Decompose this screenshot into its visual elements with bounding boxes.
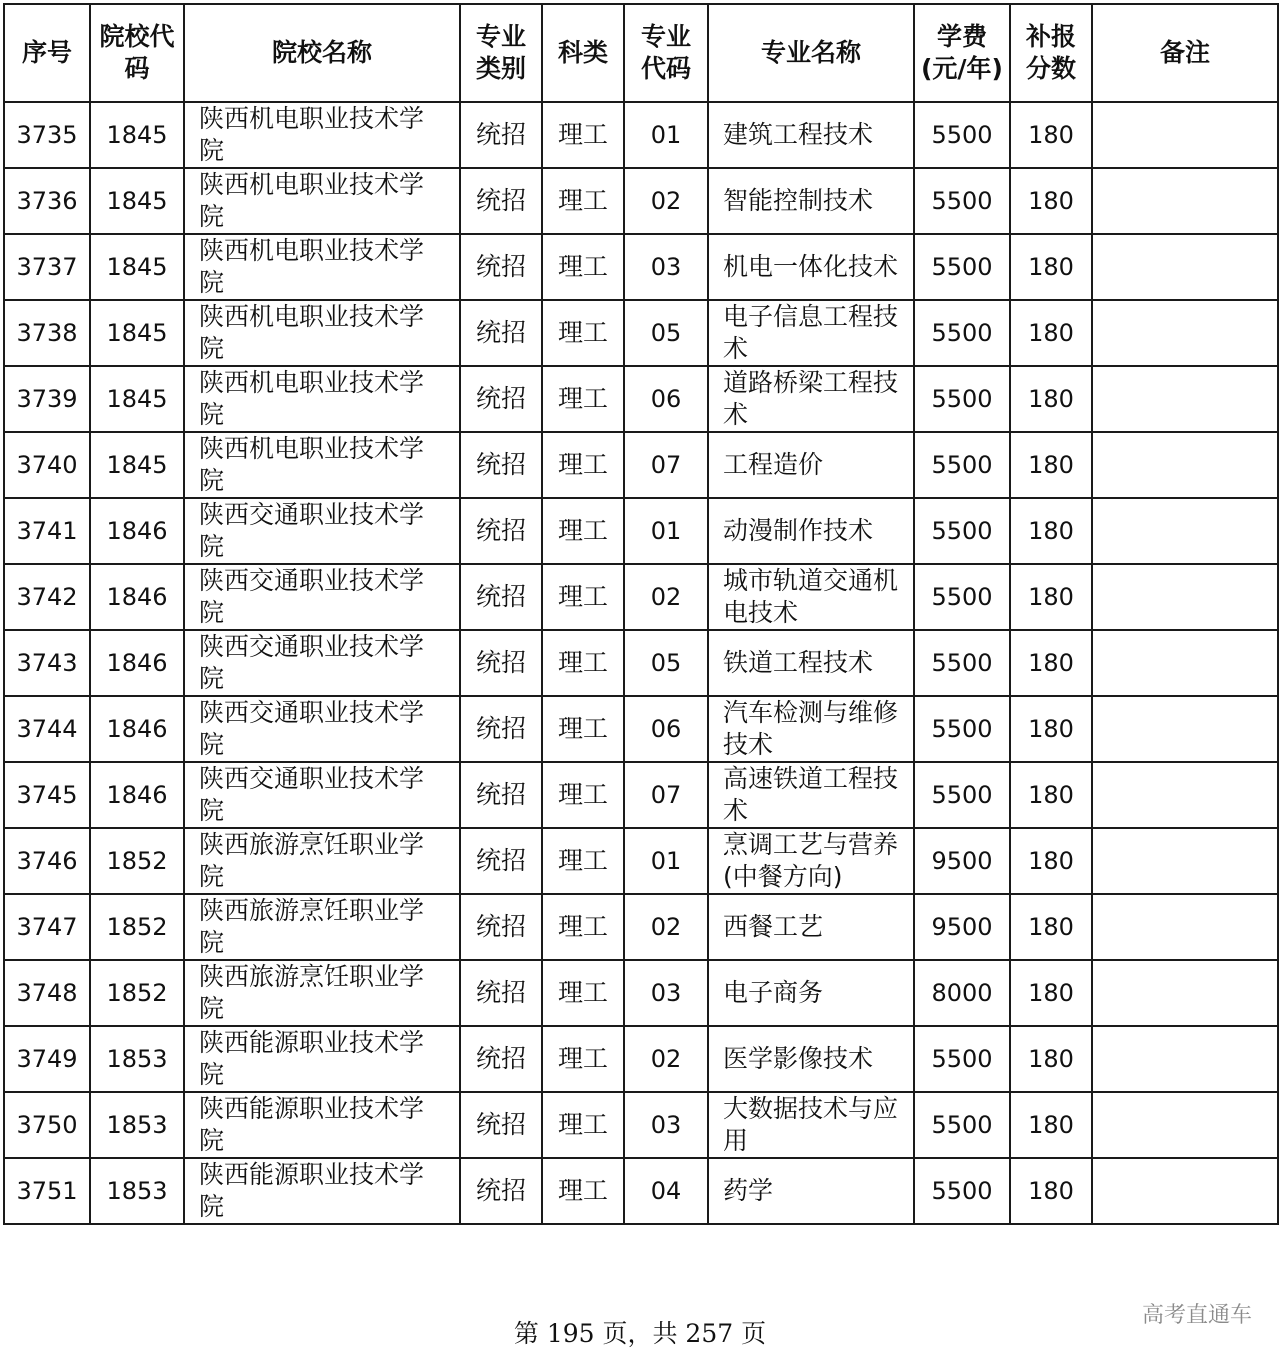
table-row [4, 168, 1278, 234]
cell-remark [1092, 234, 1278, 300]
cell-school-name: 陕西旅游烹饪职业学院 [184, 828, 460, 894]
cell-major-type: 统招 [460, 894, 542, 960]
cell-score: 180 [1010, 630, 1092, 696]
table-body [4, 102, 1278, 1224]
cell-major-type: 统招 [460, 696, 542, 762]
table-row [4, 102, 1278, 168]
header-major-type: 专业类别 [460, 4, 542, 102]
cell-school-code: 1846 [90, 630, 184, 696]
cell-seq: 3747 [4, 894, 90, 960]
cell-major-code: 02 [624, 564, 708, 630]
cell-tuition: 5500 [914, 564, 1010, 630]
cell-score: 180 [1010, 168, 1092, 234]
cell-major-code: 03 [624, 1092, 708, 1158]
cell-school-name: 陕西机电职业技术学院 [184, 432, 460, 498]
cell-tuition: 5500 [914, 1026, 1010, 1092]
cell-school-code: 1853 [90, 1158, 184, 1224]
cell-school-code: 1846 [90, 564, 184, 630]
cell-major-name: 医学影像技术 [708, 1026, 914, 1092]
cell-category: 理工 [542, 894, 624, 960]
cell-major-code: 03 [624, 234, 708, 300]
cell-seq: 3740 [4, 432, 90, 498]
table-row [4, 630, 1278, 696]
cell-category: 理工 [542, 234, 624, 300]
cell-major-name: 铁道工程技术 [708, 630, 914, 696]
table-row [4, 828, 1278, 894]
cell-school-name: 陕西机电职业技术学院 [184, 366, 460, 432]
cell-seq: 3743 [4, 630, 90, 696]
cell-major-type: 统招 [460, 960, 542, 1026]
cell-tuition: 9500 [914, 894, 1010, 960]
cell-remark [1092, 762, 1278, 828]
cell-major-code: 07 [624, 762, 708, 828]
cell-score: 180 [1010, 960, 1092, 1026]
cell-school-code: 1845 [90, 168, 184, 234]
cell-major-type: 统招 [460, 1158, 542, 1224]
cell-tuition: 5500 [914, 300, 1010, 366]
cell-major-name: 城市轨道交通机电技术 [708, 564, 914, 630]
table-row [4, 1026, 1278, 1092]
cell-school-name: 陕西交通职业技术学院 [184, 630, 460, 696]
admission-table-container [3, 3, 1279, 1225]
cell-major-name: 机电一体化技术 [708, 234, 914, 300]
cell-tuition: 5500 [914, 696, 1010, 762]
cell-school-code: 1846 [90, 498, 184, 564]
header-remark: 备注 [1092, 4, 1278, 102]
cell-score: 180 [1010, 1158, 1092, 1224]
cell-school-name: 陕西旅游烹饪职业学院 [184, 960, 460, 1026]
header-major-code: 专业代码 [624, 4, 708, 102]
cell-school-code: 1846 [90, 696, 184, 762]
header-tuition: 学费(元/年) [914, 4, 1010, 102]
cell-category: 理工 [542, 630, 624, 696]
cell-major-type: 统招 [460, 828, 542, 894]
table-row [4, 366, 1278, 432]
cell-tuition: 5500 [914, 168, 1010, 234]
cell-school-name: 陕西机电职业技术学院 [184, 168, 460, 234]
cell-category: 理工 [542, 828, 624, 894]
cell-remark [1092, 960, 1278, 1026]
table-row [4, 960, 1278, 1026]
cell-remark [1092, 696, 1278, 762]
cell-major-type: 统招 [460, 564, 542, 630]
cell-major-type: 统招 [460, 102, 542, 168]
cell-seq: 3739 [4, 366, 90, 432]
cell-school-code: 1852 [90, 828, 184, 894]
cell-category: 理工 [542, 102, 624, 168]
cell-school-code: 1846 [90, 762, 184, 828]
cell-major-type: 统招 [460, 300, 542, 366]
watermark-text: 高考直通车 [1141, 1303, 1252, 1328]
cell-tuition: 5500 [914, 762, 1010, 828]
header-major-name: 专业名称 [708, 4, 914, 102]
page-number-footer: 第 195 页，共 257 页 [513, 1319, 767, 1348]
cell-seq: 3745 [4, 762, 90, 828]
cell-major-name: 西餐工艺 [708, 894, 914, 960]
cell-school-name: 陕西机电职业技术学院 [184, 300, 460, 366]
cell-major-name: 动漫制作技术 [708, 498, 914, 564]
cell-major-code: 06 [624, 366, 708, 432]
cell-school-name: 陕西交通职业技术学院 [184, 498, 460, 564]
cell-seq: 3746 [4, 828, 90, 894]
cell-school-code: 1853 [90, 1092, 184, 1158]
cell-seq: 3735 [4, 102, 90, 168]
cell-major-name: 工程造价 [708, 432, 914, 498]
cell-major-code: 01 [624, 828, 708, 894]
cell-seq: 3750 [4, 1092, 90, 1158]
cell-remark [1092, 1092, 1278, 1158]
cell-category: 理工 [542, 762, 624, 828]
header-school-code: 院校代码 [90, 4, 184, 102]
cell-major-name: 智能控制技术 [708, 168, 914, 234]
cell-major-name: 大数据技术与应用 [708, 1092, 914, 1158]
cell-school-name: 陕西机电职业技术学院 [184, 234, 460, 300]
table-row [4, 1158, 1278, 1224]
header-school-name: 院校名称 [184, 4, 460, 102]
cell-school-code: 1845 [90, 102, 184, 168]
cell-category: 理工 [542, 366, 624, 432]
cell-remark [1092, 168, 1278, 234]
cell-score: 180 [1010, 696, 1092, 762]
cell-major-type: 统招 [460, 234, 542, 300]
cell-tuition: 5500 [914, 234, 1010, 300]
cell-remark [1092, 630, 1278, 696]
cell-major-name: 电子商务 [708, 960, 914, 1026]
table-row [4, 432, 1278, 498]
cell-school-name: 陕西能源职业技术学院 [184, 1092, 460, 1158]
cell-major-name: 电子信息工程技术 [708, 300, 914, 366]
cell-seq: 3749 [4, 1026, 90, 1092]
cell-major-type: 统招 [460, 630, 542, 696]
cell-major-code: 01 [624, 102, 708, 168]
cell-remark [1092, 894, 1278, 960]
cell-score: 180 [1010, 762, 1092, 828]
cell-tuition: 5500 [914, 498, 1010, 564]
cell-score: 180 [1010, 300, 1092, 366]
cell-major-code: 04 [624, 1158, 708, 1224]
cell-seq: 3751 [4, 1158, 90, 1224]
cell-major-type: 统招 [460, 1026, 542, 1092]
table-row [4, 696, 1278, 762]
table-row [4, 300, 1278, 366]
cell-seq: 3737 [4, 234, 90, 300]
cell-score: 180 [1010, 1092, 1092, 1158]
cell-score: 180 [1010, 894, 1092, 960]
cell-school-name: 陕西旅游烹饪职业学院 [184, 894, 460, 960]
header-score: 补报分数 [1010, 4, 1092, 102]
cell-tuition: 5500 [914, 630, 1010, 696]
cell-major-name: 高速铁道工程技术 [708, 762, 914, 828]
cell-category: 理工 [542, 696, 624, 762]
cell-major-code: 05 [624, 300, 708, 366]
cell-seq: 3744 [4, 696, 90, 762]
cell-tuition: 5500 [914, 102, 1010, 168]
table-row [4, 498, 1278, 564]
cell-remark [1092, 1158, 1278, 1224]
cell-remark [1092, 432, 1278, 498]
table-row [4, 234, 1278, 300]
cell-score: 180 [1010, 1026, 1092, 1092]
cell-remark [1092, 1026, 1278, 1092]
cell-seq: 3741 [4, 498, 90, 564]
cell-score: 180 [1010, 498, 1092, 564]
cell-score: 180 [1010, 564, 1092, 630]
cell-category: 理工 [542, 168, 624, 234]
header-seq: 序号 [4, 4, 90, 102]
cell-school-code: 1852 [90, 960, 184, 1026]
cell-tuition: 9500 [914, 828, 1010, 894]
admission-table [3, 3, 1279, 1225]
cell-score: 180 [1010, 102, 1092, 168]
cell-score: 180 [1010, 828, 1092, 894]
cell-major-code: 06 [624, 696, 708, 762]
cell-category: 理工 [542, 300, 624, 366]
cell-school-name: 陕西交通职业技术学院 [184, 762, 460, 828]
cell-school-name: 陕西能源职业技术学院 [184, 1158, 460, 1224]
cell-category: 理工 [542, 1158, 624, 1224]
cell-major-code: 02 [624, 1026, 708, 1092]
cell-major-type: 统招 [460, 168, 542, 234]
cell-major-code: 03 [624, 960, 708, 1026]
cell-seq: 3738 [4, 300, 90, 366]
cell-school-name: 陕西交通职业技术学院 [184, 564, 460, 630]
cell-major-name: 道路桥梁工程技术 [708, 366, 914, 432]
cell-seq: 3748 [4, 960, 90, 1026]
cell-major-name: 汽车检测与维修技术 [708, 696, 914, 762]
cell-major-type: 统招 [460, 498, 542, 564]
cell-remark [1092, 366, 1278, 432]
cell-score: 180 [1010, 432, 1092, 498]
cell-school-code: 1845 [90, 366, 184, 432]
cell-remark [1092, 828, 1278, 894]
cell-major-code: 01 [624, 498, 708, 564]
cell-tuition: 5500 [914, 366, 1010, 432]
cell-major-code: 05 [624, 630, 708, 696]
cell-category: 理工 [542, 564, 624, 630]
cell-remark [1092, 564, 1278, 630]
cell-category: 理工 [542, 1026, 624, 1092]
cell-score: 180 [1010, 234, 1092, 300]
cell-category: 理工 [542, 498, 624, 564]
cell-major-name: 烹调工艺与营养(中餐方向) [708, 828, 914, 894]
cell-major-code: 02 [624, 894, 708, 960]
cell-major-name: 药学 [708, 1158, 914, 1224]
cell-category: 理工 [542, 432, 624, 498]
cell-school-code: 1845 [90, 300, 184, 366]
cell-school-name: 陕西能源职业技术学院 [184, 1026, 460, 1092]
cell-major-type: 统招 [460, 762, 542, 828]
cell-seq: 3742 [4, 564, 90, 630]
cell-school-code: 1853 [90, 1026, 184, 1092]
cell-school-code: 1845 [90, 234, 184, 300]
cell-seq: 3736 [4, 168, 90, 234]
cell-tuition: 8000 [914, 960, 1010, 1026]
cell-major-name: 建筑工程技术 [708, 102, 914, 168]
cell-school-name: 陕西机电职业技术学院 [184, 102, 460, 168]
cell-major-type: 统招 [460, 366, 542, 432]
table-row [4, 762, 1278, 828]
cell-major-type: 统招 [460, 1092, 542, 1158]
cell-major-type: 统招 [460, 432, 542, 498]
cell-score: 180 [1010, 366, 1092, 432]
table-header-row [4, 4, 1278, 102]
table-row [4, 1092, 1278, 1158]
cell-remark [1092, 300, 1278, 366]
cell-category: 理工 [542, 1092, 624, 1158]
cell-remark [1092, 102, 1278, 168]
cell-major-code: 02 [624, 168, 708, 234]
header-category: 科类 [542, 4, 624, 102]
cell-school-code: 1852 [90, 894, 184, 960]
cell-tuition: 5500 [914, 1158, 1010, 1224]
cell-category: 理工 [542, 960, 624, 1026]
cell-remark [1092, 498, 1278, 564]
cell-school-code: 1845 [90, 432, 184, 498]
cell-major-code: 07 [624, 432, 708, 498]
cell-tuition: 5500 [914, 432, 1010, 498]
table-row [4, 894, 1278, 960]
cell-tuition: 5500 [914, 1092, 1010, 1158]
cell-school-name: 陕西交通职业技术学院 [184, 696, 460, 762]
table-row [4, 564, 1278, 630]
